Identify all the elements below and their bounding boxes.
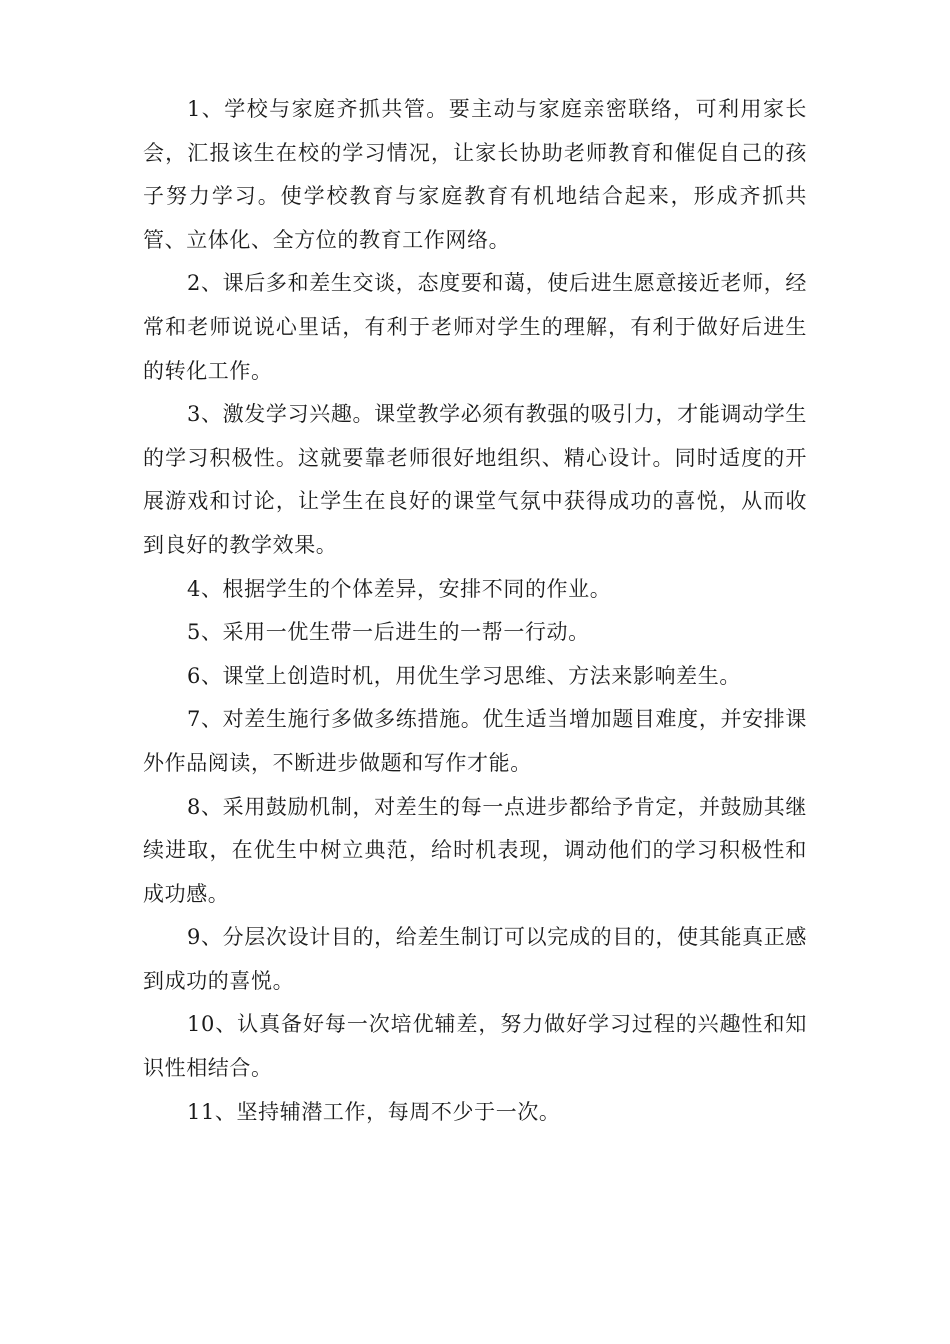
paragraph-1: 1、学校与家庭齐抓共管。要主动与家庭亲密联络，可利用家长会，汇报该生在校的学习情况，让家长协助老师教育和催促自己的孩子努力学习。使学校教育与家庭教育有机地结合起来，形成齐抓共管、立体化、全方位的教育工作网络。: [143, 97, 807, 252]
paragraph-7: 7、对差生施行多做多练措施。优生适当增加题目难度，并安排课外作品阅读，不断进步做题和写作才能。: [143, 707, 807, 775]
paragraph-5: 5、采用一优生带一后进生的一帮一行动。: [187, 620, 590, 645]
paragraph-8: 8、采用鼓励机制，对差生的每一点进步都给予肯定，并鼓励其继续进取，在优生中树立典范，给时机表现，调动他们的学习积极性和成功感。: [143, 794, 807, 906]
paragraph-2: 2、课后多和差生交谈，态度要和蔼，使后进生愿意接近老师，经常和老师说说心里话，有利于老师对学生的理解，有利于做好后进生的转化工作。: [143, 271, 807, 383]
paragraph-3: 3、激发学习兴趣。课堂教学必须有教强的吸引力，才能调动学生的学习积极性。这就要靠老师很好地组织、精心设计。同时适度的开展游戏和讨论，让学生在良好的课堂气氛中获得成功的喜悦，从而收到良好的教学效果。: [143, 402, 807, 557]
paragraph-9: 9、分层次设计目的，给差生制订可以完成的目的，使其能真正感到成功的喜悦。: [143, 925, 807, 993]
document-body: [143, 88, 807, 1134]
paragraph-6: 6、课堂上创造时机，用优生学习思维、方法来影响差生。: [187, 663, 741, 688]
paragraph-4: 4、根据学生的个体差异，安排不同的作业。: [187, 576, 612, 601]
paragraph-10: 10、认真备好每一次培优辅差，努力做好学习过程的兴趣性和知识性相结合。: [143, 1012, 807, 1081]
paragraph-11: 11、坚持辅潜工作，每周不少于一次。: [187, 1099, 561, 1124]
